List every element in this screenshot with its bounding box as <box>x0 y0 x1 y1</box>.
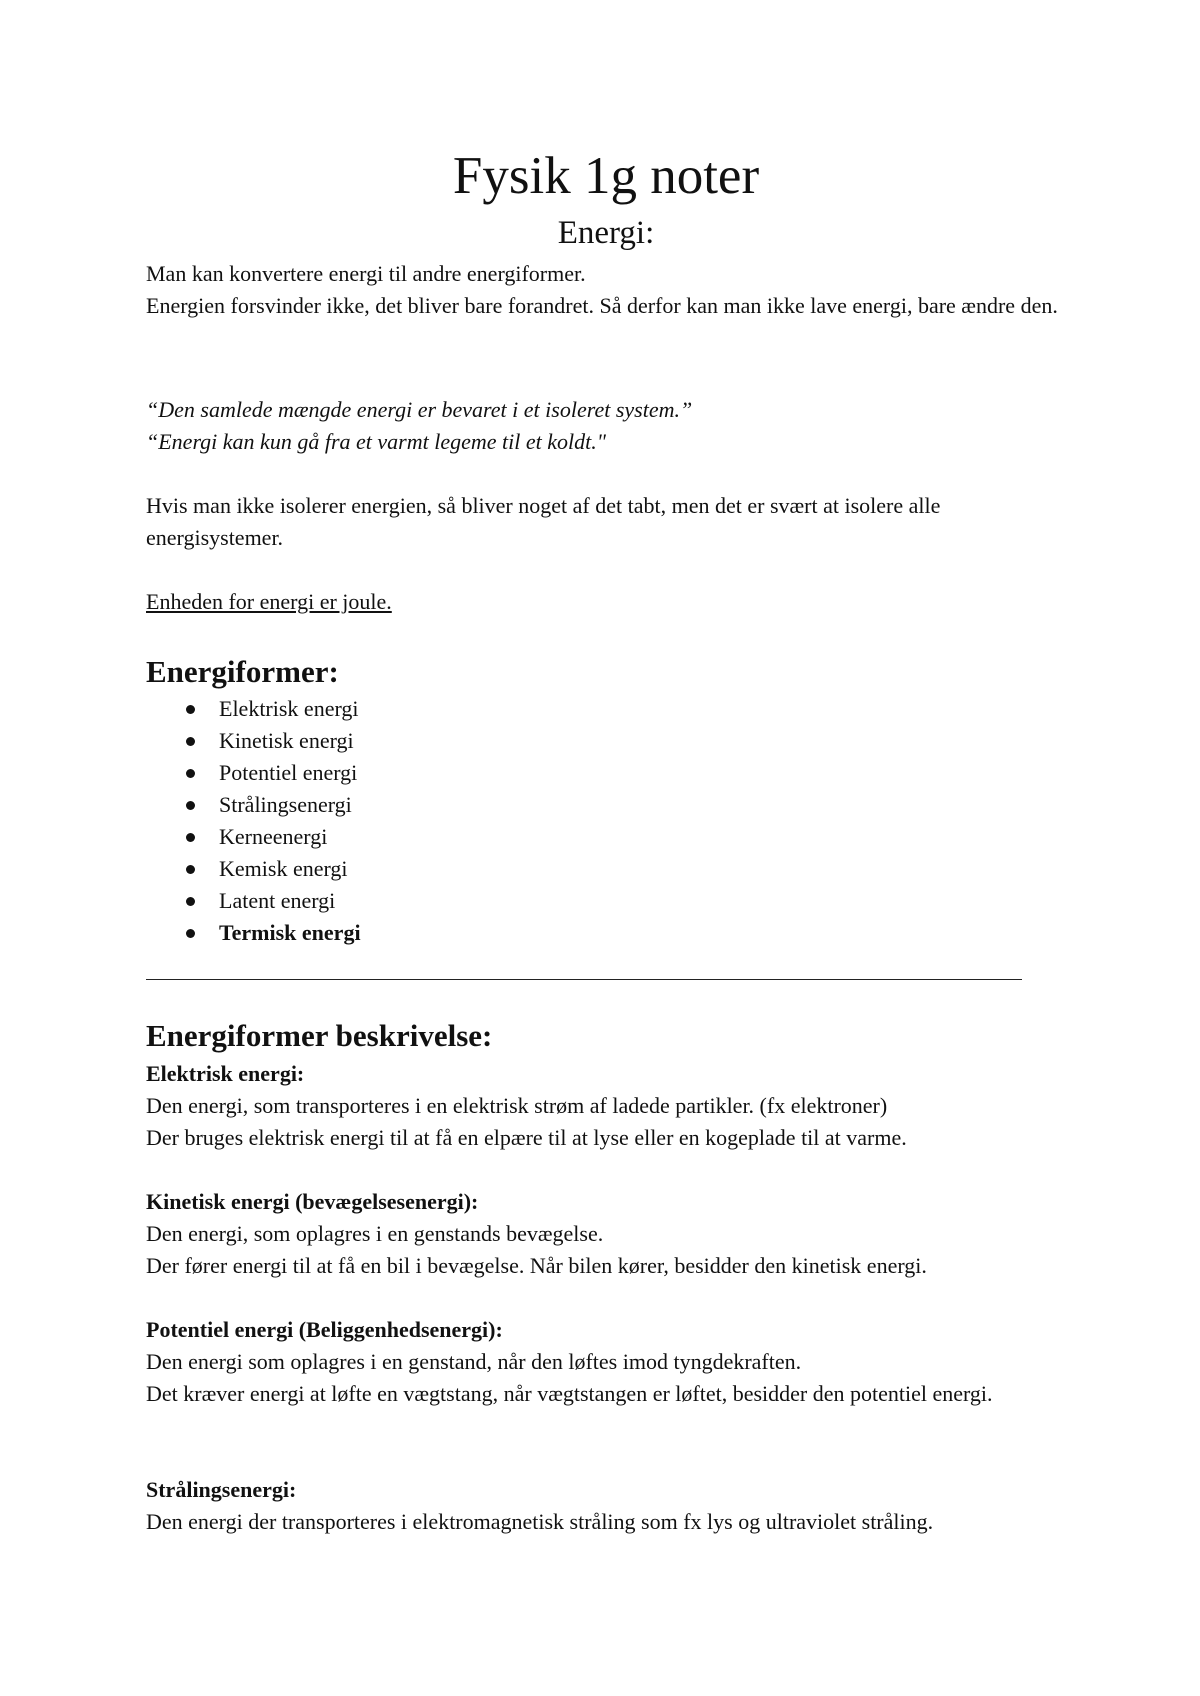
unit-text: Enheden for energi er joule. <box>146 589 392 614</box>
bullet-icon <box>186 737 195 746</box>
section-title-energi: Energi: <box>557 215 655 251</box>
intro-line-1: Man kan konvertere energi til andre energiformer. <box>146 261 586 286</box>
bullet-icon <box>186 929 195 938</box>
bullet-icon <box>186 897 195 906</box>
list-item: Kemisk energi <box>146 853 361 885</box>
bullet-icon <box>186 705 195 714</box>
description-line: Der fører energi til at få en bil i bevægelse. Når bilen kører, besidder den kinetisk energi. <box>146 1253 927 1278</box>
description-heading: Potentiel energi (Beliggenhedsenergi): <box>146 1317 503 1342</box>
list-item: Strålingsenergi <box>146 789 361 821</box>
bullet-icon <box>186 769 195 778</box>
intro-paragraph <box>146 258 1066 322</box>
list-item: Kerneenergi <box>146 821 361 853</box>
quote-1: “Den samlede mængde energi er bevaret i et isoleret system.” <box>146 397 693 422</box>
list-item: Termisk energi <box>146 917 361 949</box>
bullet-icon <box>186 801 195 810</box>
description-kinetisk <box>146 1186 1066 1282</box>
description-line: Den energi, som transporteres i en elektrisk strøm af ladede partikler. (fx elektroner) <box>146 1093 888 1118</box>
list-item: Latent energi <box>146 885 361 917</box>
bullet-icon <box>186 865 195 874</box>
list-item: Potentiel energi <box>146 757 361 789</box>
bullet-icon <box>186 833 195 842</box>
energy-forms-list <box>146 693 361 949</box>
intro-line-2: Energien forsvinder ikke, det bliver bare forandret. Så derfor kan man ikke lave energi, bare ændre den. <box>146 293 1058 318</box>
forms-heading: Energiformer: <box>146 654 339 689</box>
description-straalings <box>146 1474 1066 1538</box>
unit-paragraph <box>146 586 1066 618</box>
quote-2: “Energi kan kun gå fra et varmt legeme til et koldt." <box>146 429 606 454</box>
isolation-text: Hvis man ikke isolerer energien, så bliver noget af det tabt, men det er svært at isolere alle energisystemer. <box>146 493 941 550</box>
description-heading: Elektrisk energi: <box>146 1061 305 1086</box>
description-heading: Kinetisk energi (bevægelsesenergi): <box>146 1189 479 1214</box>
description-line: Den energi som oplagres i en genstand, når den løftes imod tyngdekraften. <box>146 1349 802 1374</box>
description-heading: Strålingsenergi: <box>146 1477 297 1502</box>
description-line: Det kræver energi at løfte en vægtstang, når vægtstangen er løftet, besidder den potentiel energi. <box>146 1381 993 1406</box>
quotes-block <box>146 394 1066 458</box>
isolation-paragraph <box>146 490 1066 554</box>
description-elektrisk <box>146 1058 1066 1154</box>
descriptions-heading: Energiformer beskrivelse: <box>146 1018 493 1053</box>
list-item: Kinetisk energi <box>146 725 361 757</box>
description-line: Den energi, som oplagres i en genstands bevægelse. <box>146 1221 604 1246</box>
description-line: Den energi der transporteres i elektromagnetisk stråling som fx lys og ultraviolet stråling. <box>146 1509 934 1534</box>
document-title: Fysik 1g noter <box>452 147 760 205</box>
description-line: Der bruges elektrisk energi til at få en elpære til at lyse eller en kogeplade til at varme. <box>146 1125 907 1150</box>
description-potentiel <box>146 1314 1066 1410</box>
horizontal-divider <box>146 979 1022 980</box>
list-item: Elektrisk energi <box>146 693 361 725</box>
